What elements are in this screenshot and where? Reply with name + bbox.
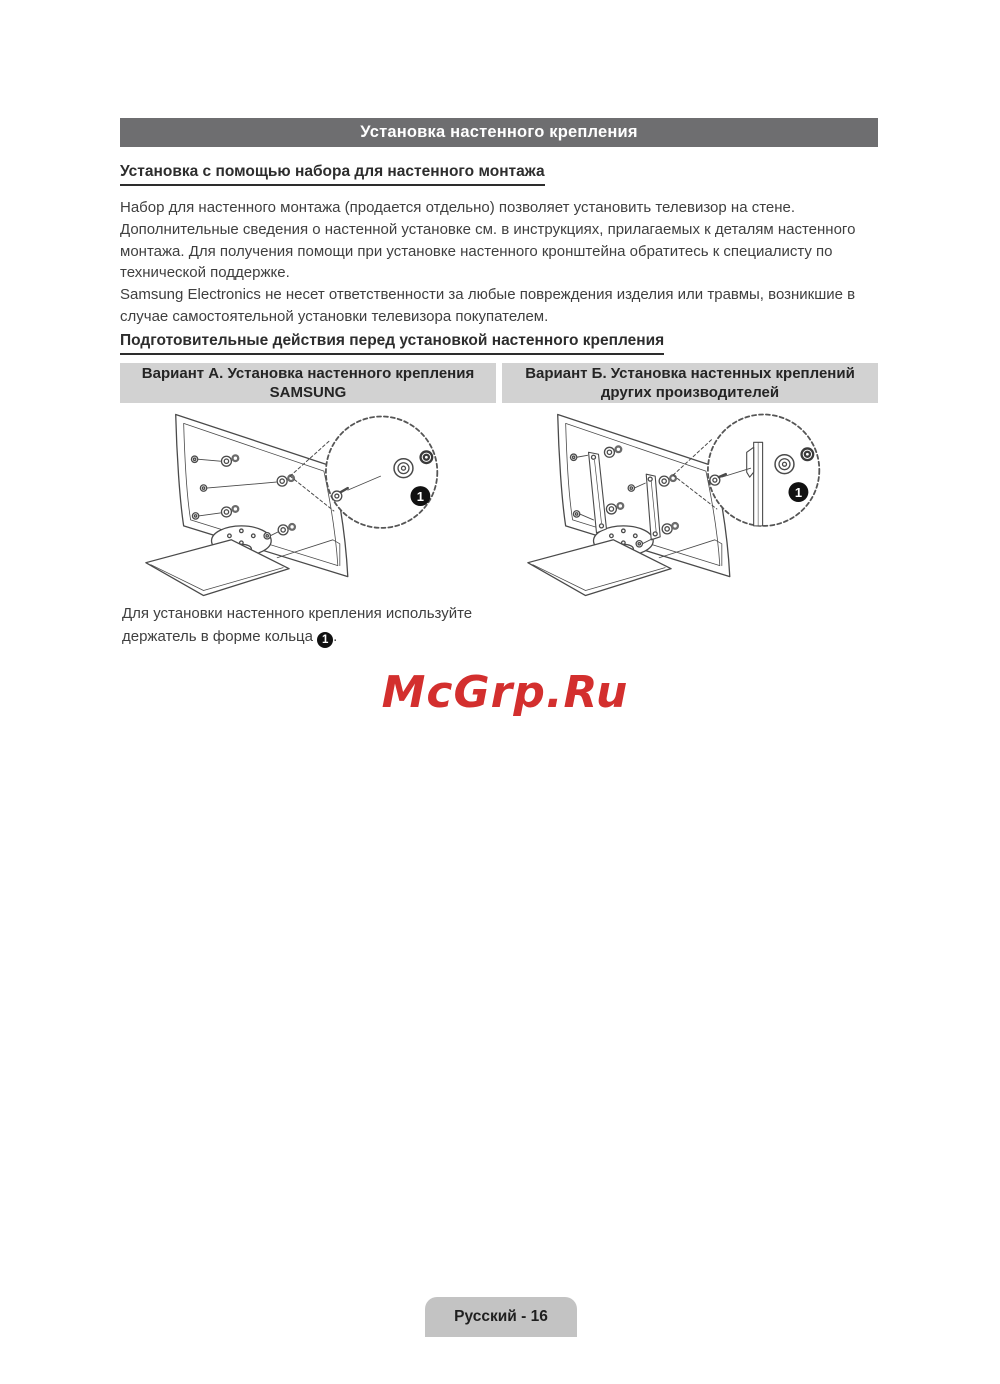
variant-header-row [120,363,878,403]
diagram-row [120,408,878,600]
samsung-mount-illustration [120,408,496,600]
callout-1-badge [410,486,430,506]
section2-heading: Подготовительные действия перед установкой настенного крепления [120,332,664,355]
paragraph: Дополнительные сведения о настенной установке см. в инструкциях, прилагаемых к деталям настенного монтажа. Для получения помощи при установке настенного кронштейна обратитесь к специалисту по технической поддержке. [120,221,856,281]
mcgrp-watermark: McGrp.Ru [381,667,629,718]
diagram-other-mount [502,408,878,600]
callout-1-badge [788,482,808,502]
variant-a-header [120,363,496,403]
page-number-footer: Русский - 16 [425,1297,577,1337]
paragraph: Набор для настенного монтажа (продается отдельно) позволяет установить телевизор на стене. [120,199,796,216]
variant-b-line2: других производителей [600,384,780,401]
variant-b-line1: Вариант Б. Установка настенных креплений [525,365,855,382]
variant-b-header [502,363,878,403]
variant-a-line2: SAMSUNG [269,384,347,401]
note-suffix: . [333,627,338,645]
section1-heading: Установка с помощью набора для настенного монтажа [120,163,545,186]
callout-number: 1 [794,485,803,501]
note-text: Для установки настенного крепления используйте держатель в форме кольца [122,605,473,645]
page-title: Установка настенного крепления [120,118,878,147]
callout-1-badge-inline: 1 [317,632,333,648]
spacer [419,450,433,464]
callout-number: 1 [416,489,424,505]
tv-stand [528,526,671,596]
paragraph: Samsung Electronics не несет ответственности за любые повреждения изделия или травмы, возникшие в случае самостоятельной установки телевизора покупателем. [120,286,856,325]
spacer [800,447,814,461]
other-mount-illustration [502,408,878,600]
variant-a-line1: Вариант A. Установка настенного крепления [141,365,475,382]
magnifier-detail [708,414,819,525]
magnifier-detail [326,416,437,527]
diagram-samsung-mount [120,408,496,600]
ring-holder-note [122,603,487,648]
